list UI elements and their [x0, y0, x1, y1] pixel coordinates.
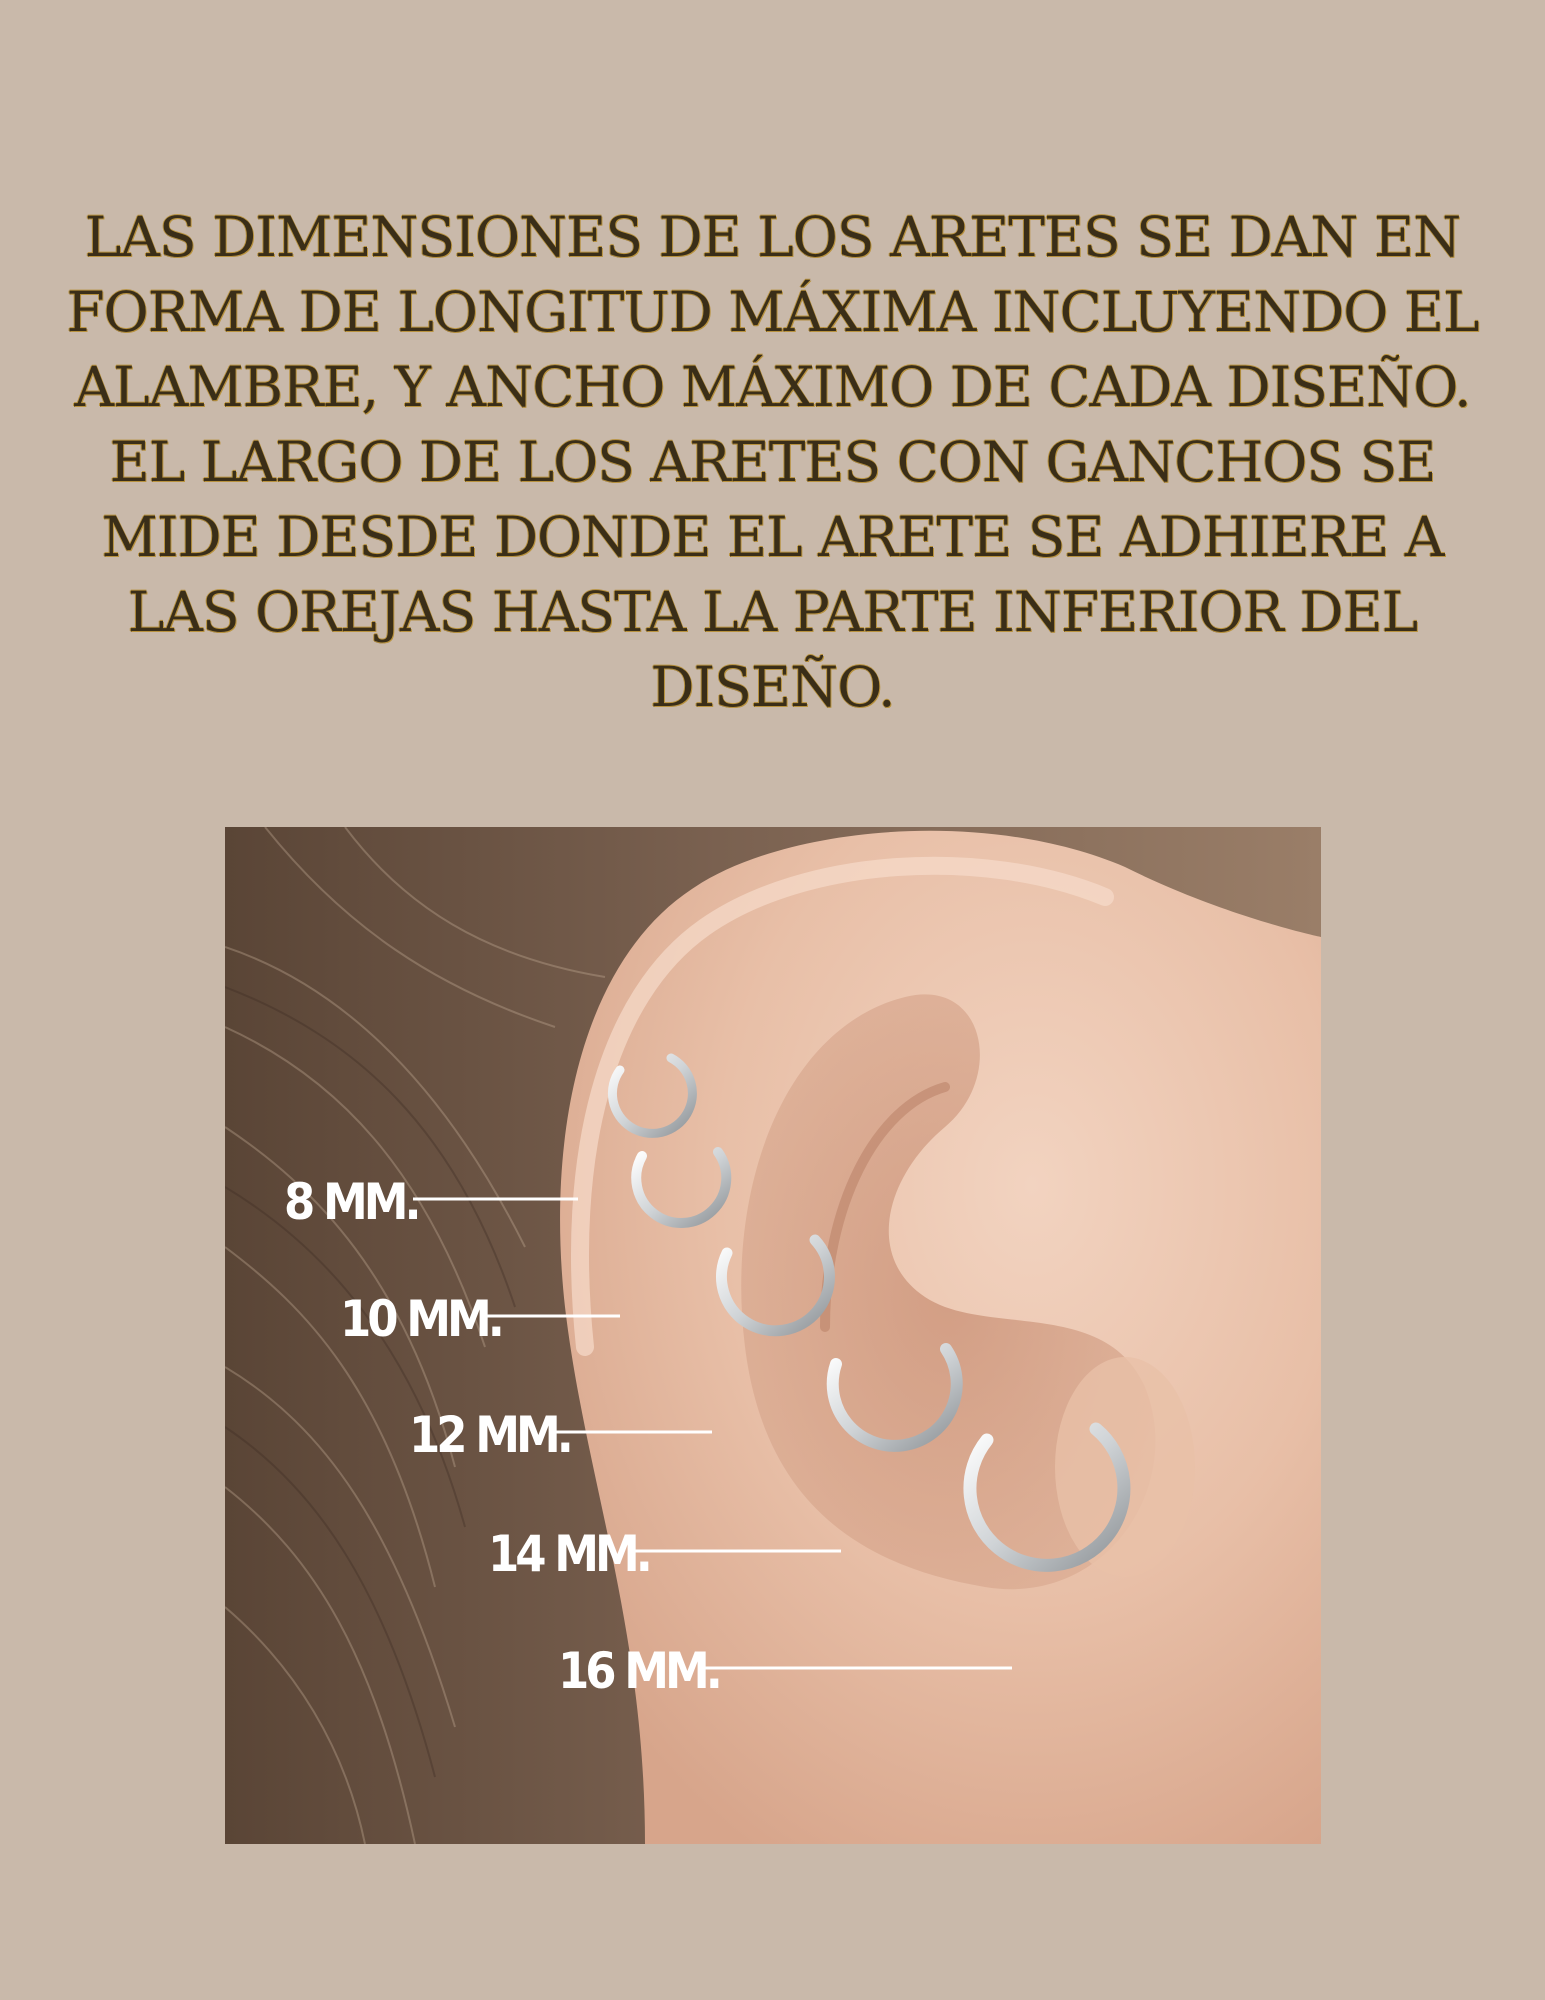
- size-label-8mm: 8 MM.: [284, 1173, 418, 1231]
- size-label-10mm: 10 MM.: [340, 1290, 501, 1348]
- intro-line: MIDE DESDE DONDE EL ARETE SE ADHIERE A: [101, 505, 1444, 569]
- intro-line: ALAMBRE, Y ANCHO MÁXIMO DE CADA DISEÑO.: [74, 355, 1471, 419]
- intro-line: DISEÑO.: [650, 655, 895, 719]
- intro-line: EL LARGO DE LOS ARETES CON GANCHOS SE: [109, 430, 1436, 494]
- ear-size-photo: [225, 827, 1321, 1844]
- size-label-16mm: 16 MM.: [558, 1642, 719, 1700]
- ear-illustration: [225, 827, 1321, 1844]
- intro-line: FORMA DE LONGITUD MÁXIMA INCLUYENDO EL: [66, 280, 1479, 344]
- size-label-14mm: 14 MM.: [488, 1525, 649, 1583]
- intro-line: LAS DIMENSIONES DE LOS ARETES SE DAN EN: [84, 205, 1461, 269]
- intro-line: LAS OREJAS HASTA LA PARTE INFERIOR DEL: [127, 580, 1418, 644]
- intro-text: [60, 200, 1485, 725]
- size-label-12mm: 12 MM.: [409, 1406, 570, 1464]
